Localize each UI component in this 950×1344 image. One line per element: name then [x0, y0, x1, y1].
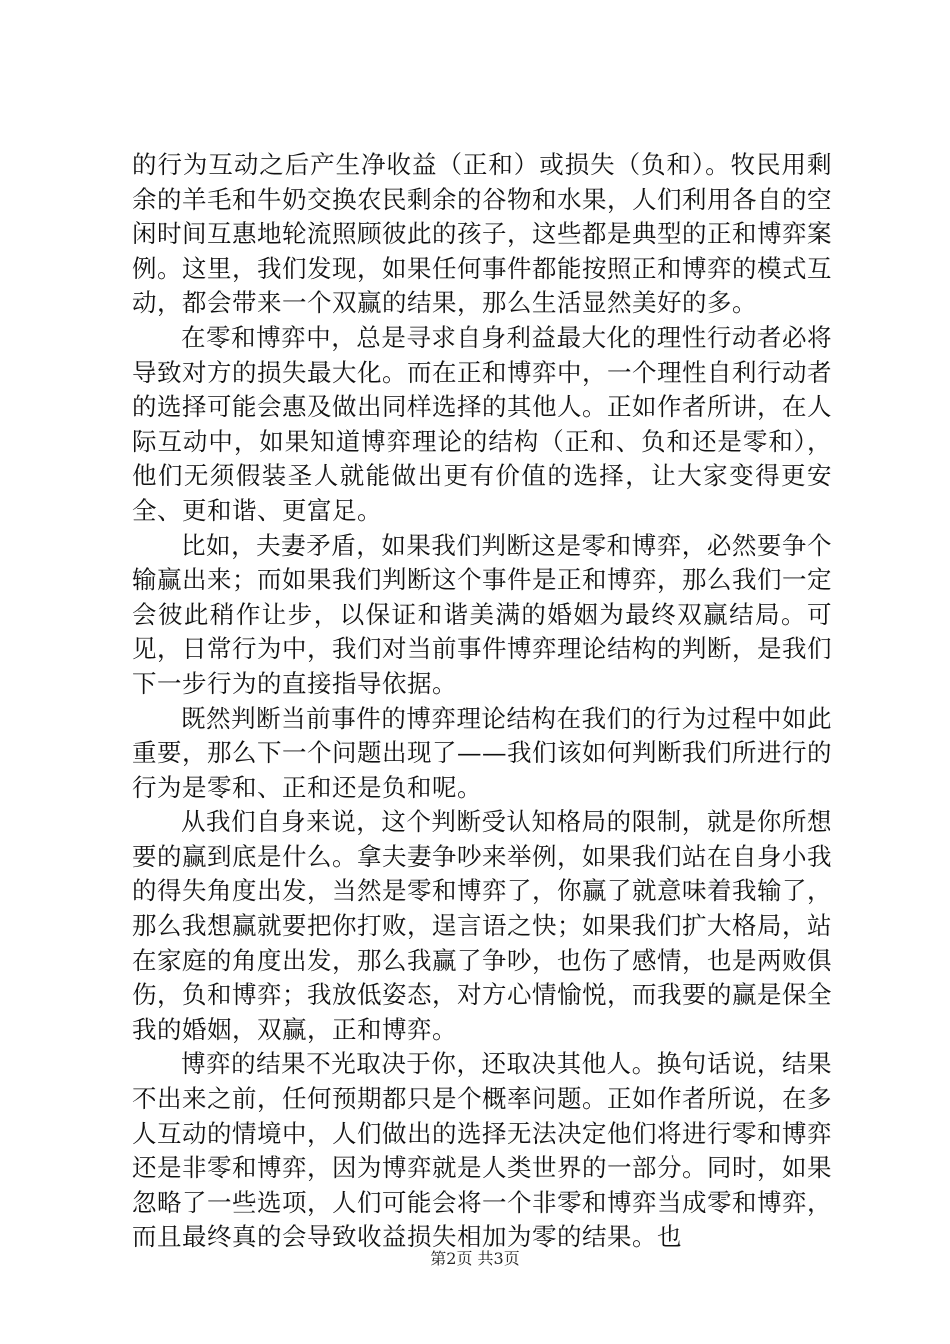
- paragraph-3: 比如，夫妻矛盾，如果我们判断这是零和博弈，必然要争个输赢出来；而如果我们判断这个事件是正和博弈，那么我们一定会彼此稍作让步，以保证和谐美满的婚姻为最终双赢结局。可见，日常行为中，我们对当前事件博弈理论结构的判断，是我们下一步行为的直接指导依据。: [132, 530, 832, 698]
- paragraph-6: 博弈的结果不光取决于你，还取决其他人。换句话说，结果不出来之前，任何预期都只是个概率问题。正如作者所说，在多人互动的情境中，人们做出的选择无法决定他们将进行零和博弈还是非零和博弈，因为博弈就是人类世界的一部分。同时，如果忽略了一些选项，人们可能会将一个非零和博弈当成零和博弈，而且最终真的会导致收益损失相加为零的结果。也: [132, 1049, 832, 1252]
- page-number-footer: 第2页 共3页: [430, 1249, 520, 1268]
- document-body: [132, 148, 832, 1255]
- paragraph-1: 的行为互动之后产生净收益（正和）或损失（负和）。牧民用剩余的羊毛和牛奶交换农民剩余的谷物和水果，人们利用各自的空闲时间互惠地轮流照顾彼此的孩子，这些都是典型的正和博弈案例。这里，我们发现，如果任何事件都能按照正和博弈的模式互动，都会带来一个双赢的结果，那么生活显然美好的多。: [132, 150, 832, 318]
- paragraph-4: 既然判断当前事件的博弈理论结构在我们的行为过程中如此重要，那么下一个问题出现了——我们该如何判断我们所进行的行为是零和、正和还是负和呢。: [132, 703, 832, 802]
- paragraph-5: 从我们自身来说，这个判断受认知格局的限制，就是你所想要的赢到底是什么。拿夫妻争吵来举例，如果我们站在自身小我的得失角度出发，当然是零和博弈了，你赢了就意味着我输了，那么我想赢就要把你打败，逞言语之快；如果我们扩大格局，站在家庭的角度出发，那么我赢了争吵，也伤了感情，也是两败俱伤，负和博弈；我放低姿态，对方心情愉悦，而我要的赢是保全我的婚姻，双赢，正和博弈。: [132, 807, 832, 1044]
- paragraph-2: 在零和博弈中，总是寻求自身利益最大化的理性行动者必将导致对方的损失最大化。而在正和博弈中，一个理性自利行动者的选择可能会惠及做出同样选择的其他人。正如作者所讲，在人际互动中，如果知道博弈理论的结构（正和、负和还是零和），他们无须假装圣人就能做出更有价值的选择，让大家变得更安全、更和谐、更富足。: [132, 322, 832, 525]
